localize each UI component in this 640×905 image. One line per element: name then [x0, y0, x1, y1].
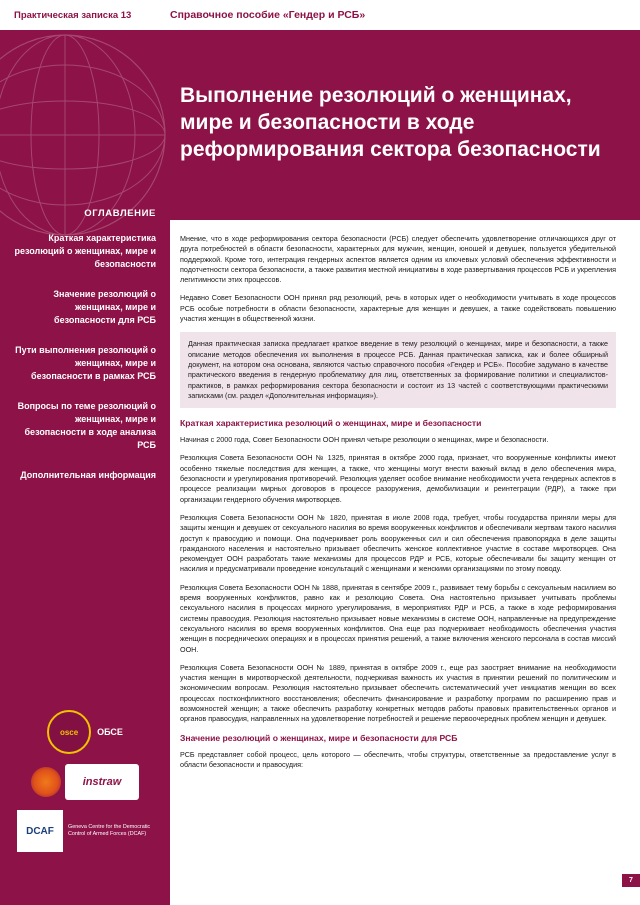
dcaf-logo-row	[0, 810, 170, 852]
toc-item[interactable]: Вопросы по теме резолюций о женщинах, мире и безопасности в ходе анализа РСБ	[17, 401, 156, 450]
section-paragraph: Начиная с 2000 года, Совет Безопасности ООН принял четыре резолюции о женщинах, мире и безопасности.	[180, 435, 549, 445]
odihr-label: ОБСЕ	[97, 727, 123, 737]
section-paragraph: РСБ представляет собой процесс, цель которого — обеспечить, чтобы структуры, ответственные за предоставление услуг в области безопасности и правосудия:	[180, 749, 616, 769]
body-area	[170, 220, 640, 770]
section-paragraph: Резолюция Совета Безопасности ООН № 1325, принятая в октябре 2000 года, признает, что вооруженные конфликты имеют особенно тяжелые последствия для женщин, а также, что женщины могут внести важный вклад в дело обеспечения мира, безопасности и урегулирования противоречий. Резолюция уделяет особое внимание необходимости учета гендерных аспектов в процессе реализации мирных договоров в процессе разоружения, демобилизации и реинтеграции (РДР), а также при организации гендерного обучения миротворцев.	[180, 453, 616, 504]
section-paragraph: Резолюция Совета Безопасности ООН № 1888, принятая в сентябре 2009 г., развивает тему борьбы с сексуальным насилием во время вооруженных конфликтов, равно как и резолюцию Совета. Она настоятельно призывает учитывать проблемы сексуального насилия в процессах мирного урегулирования, в мероприятиях РДР и РСБ, а также в ходе реформирования системы правосудия. Резолюция настоятельно призывает новые механизмы в системе ООН, направленные на предупреждение сексуального насилия во время вооруженных конфликтов. Она еще раз подчеркивает необходимость обеспечения участия женщин в посреднических операциях и в процессах принятия решений, а также включения женского персонала в состав миссий ООН.	[180, 582, 616, 654]
osce-logo-row	[0, 710, 170, 754]
section-paragraph: Резолюция Совета Безопасности ООН № 1820, принятая в июле 2008 года, требует, чтобы государства приняли меры для защиты женщин и девушек от сексуального насилия во время вооруженных конфликтов и обеспечивали жертвам такого насилия доступ к правосудию и помощи. Она подчеркивает роль вооруженных сил и сил обеспечения правопорядка в деле защиты гражданского населения и настоятельно призывает обеспечить женское коллективное участие в составе миротворцев. Она рекомендует ООН разработать такие механизмы для процессов РДР и РСБ, которые обеспечивали бы защиту женщин от насилия и предусматривали проведение консультаций с женщинами и женскими организациями по этому поводу.	[180, 512, 616, 574]
intro-paragraph: Мнение, что в ходе реформирования сектора безопасности (РСБ) следует обеспечить удовлетворение отличающихся друг от друга потребностей в области безопасности, характерных для мужчин, женщин, юношей и девушек, пользуется убедительной поддержкой. Кроме того, интеграция гендерных аспектов является одним из ключевых условий обеспечения эффективности и подотчетности сектора безопасности, а также развития местной инициативы в ходе развертывания процессов РСБ и укрепления легитимности этих процессов.	[180, 234, 616, 285]
instraw-mark-icon	[31, 767, 61, 797]
callout-box: Данная практическая записка предлагает краткое введение в тему резолюций о женщинах, мире и безопасности, а также описание методов обеспечения их выполнения в процессе РСБ. Данная практическая записка, как и более обширный документ, на котором она основана, являются частью справочного пособия «Гендер и РСБ». Пособие задумано в качестве практического введения в гендерную проблематику для лиц, ответственных за формирование политики и специалистов-практиков, в рамках реформирования сектора безопасности и состоит из 13 частей с соответствующими практическими записками (см. раздел «Дополнительная информация»).	[180, 332, 616, 408]
toc-item[interactable]: Краткая характеристика резолюций о женщинах, мире и безопасности	[14, 233, 156, 269]
toc-item[interactable]: Значение резолюций о женщинах, мире и безопасности для РСБ	[53, 289, 156, 325]
sidebar	[0, 30, 170, 905]
osce-logo: osce	[47, 710, 91, 754]
logo-group	[0, 710, 170, 862]
title-band	[170, 30, 640, 220]
instraw-logo: instraw	[65, 764, 139, 800]
dcaf-logo: DCAF	[17, 810, 63, 852]
main-content	[170, 30, 640, 905]
toc-heading: ОГЛАВЛЕНИЕ	[84, 208, 156, 219]
page-title: Выполнение резолюций о женщинах, мире и безопасности в ходе реформирования сектора безопасности	[180, 84, 601, 161]
table-of-contents	[11, 232, 156, 499]
instraw-logo-row	[0, 764, 170, 800]
section-heading: Значение резолюций о женщинах, мире и безопасности для РСБ	[180, 732, 458, 743]
page-header	[0, 0, 640, 30]
page-number: 7	[622, 874, 640, 887]
section-paragraph: Резолюция Совета Безопасности ООН № 1889, принятая в октябре 2009 г., еще раз заостряет внимание на необходимости участия женщин в миротворческой деятельности, подчеркивая важность их участия в принятии решений по политическим и экономическим вопросам. Резолюция настоятельно призывает обеспечить систематический учет инициатив женщин во всех процессах постконфликтного восстановления; обеспечить финансирование и разработку программ по расширению прав и возможностей женщин; а также обеспечить разработку конкретных методов работы правовых правительственных органов и органов правосудия, направленных на удовлетворение потребностей и решение первоочередных проблем женщин и девушек.	[180, 662, 616, 724]
header-practice-note-label: Практическая записка 13	[14, 9, 132, 21]
section-heading: Краткая характеристика резолюций о женщинах, мире и безопасности	[180, 418, 482, 429]
header-series-title: Справочное пособие «Гендер и РСБ»	[170, 9, 366, 21]
globe-icon	[0, 30, 170, 260]
toc-item[interactable]: Пути выполнения резолюций о женщинах, мире и безопасности в рамках РСБ	[15, 345, 156, 381]
dcaf-caption: Geneva Centre for the Democratic Control of Armed Forces (DCAF)	[68, 824, 151, 837]
intro-paragraph: Недавно Совет Безопасности ООН принял ряд резолюций, речь в которых идет о необходимости учитывать в ходе процессов РСБ особые потребности в области безопасности, характерные для женщин и девушек, а также содействовать повышению участия женщин в общественной жизни.	[180, 293, 616, 324]
toc-item[interactable]: Дополнительная информация	[20, 470, 156, 480]
